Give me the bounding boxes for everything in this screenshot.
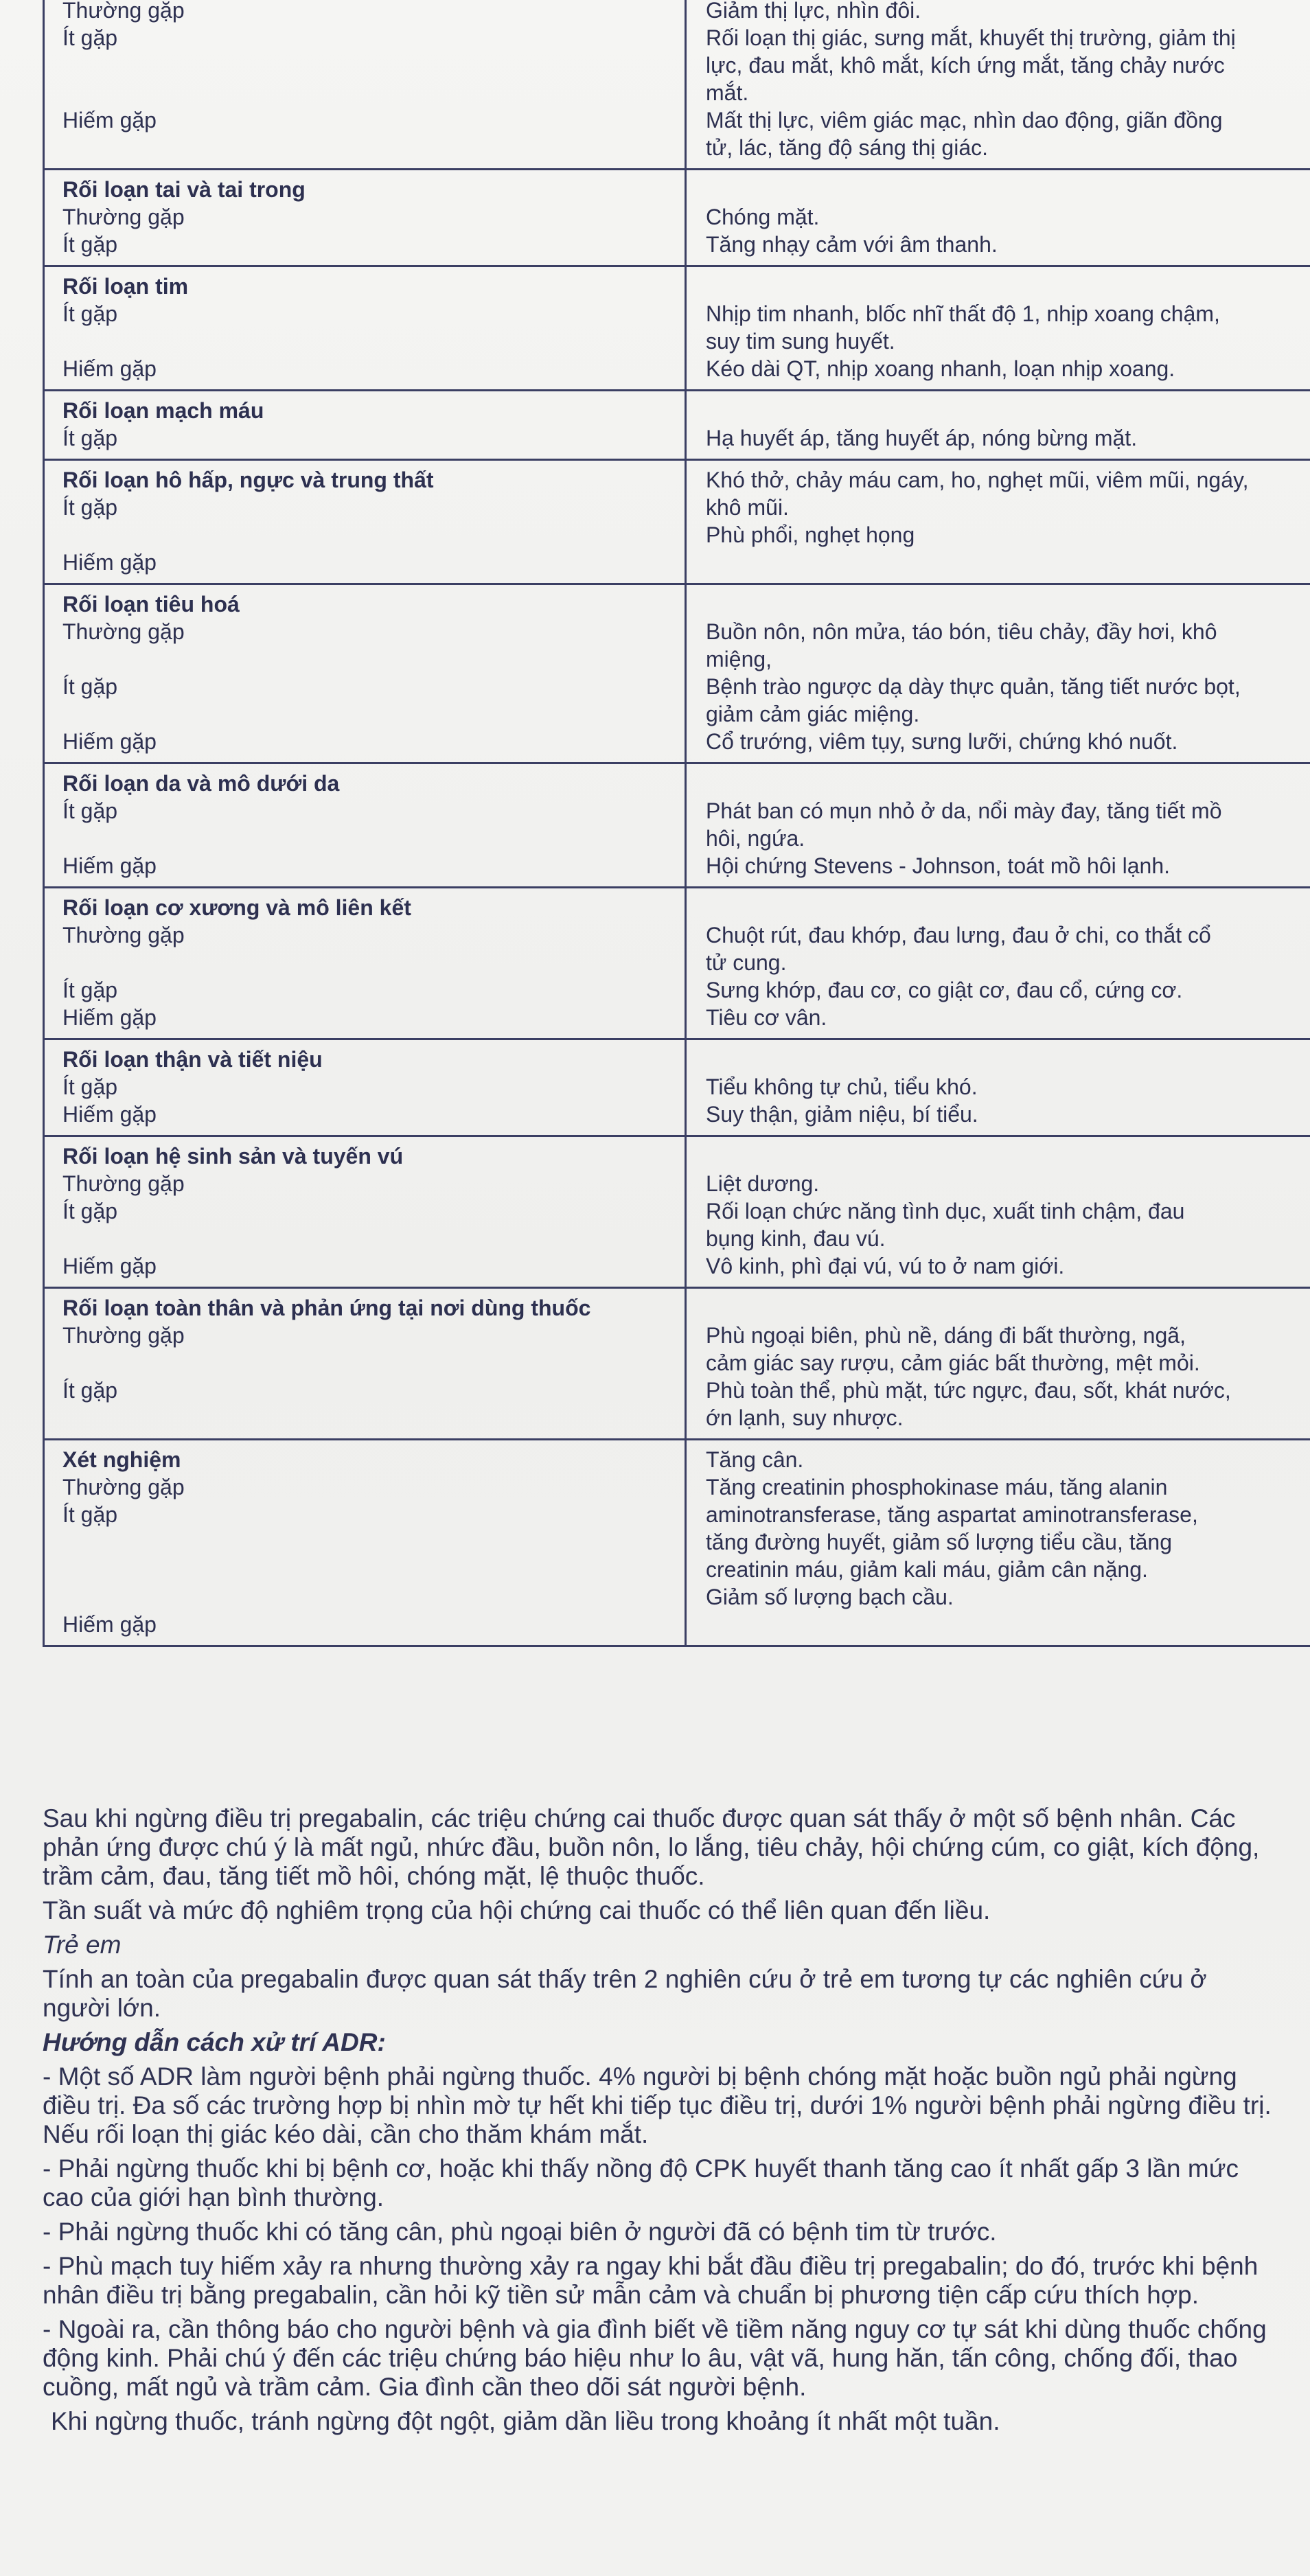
frequency-label: [62, 79, 667, 106]
frequency-label: Ít gặp: [62, 1502, 118, 1527]
category-cell: [44, 584, 686, 763]
table-row: [44, 1039, 1310, 1136]
category-cell: [44, 1288, 686, 1440]
reaction-cell: [686, 1440, 1310, 1646]
frequency-label: Ít gặp: [62, 495, 118, 520]
table-row: [44, 170, 1310, 266]
reaction-text: Giảm thị lực, nhìn đôi.: [706, 0, 921, 23]
frequency-label: Hiếm gặp: [62, 1612, 157, 1637]
table-row: [44, 460, 1310, 584]
frequency-label: Hiếm gặp: [62, 729, 157, 754]
category-title: Rối loạn tim: [62, 274, 189, 299]
frequency-label: Hiếm gặp: [62, 1102, 157, 1127]
frequency-label: Ít gặp: [62, 426, 118, 450]
reaction-text: Tăng nhạy cảm với âm thanh.: [706, 232, 998, 257]
reaction-text: hôi, ngứa.: [706, 826, 805, 851]
adr-table: [43, 0, 1310, 1647]
frequency-label: Thường gặp: [62, 923, 185, 947]
frequency-label: Ít gặp: [62, 25, 118, 50]
reaction-text: Phát ban có mụn nhỏ ở da, nổi mày đay, tăng tiết mồ: [706, 798, 1222, 823]
table-row: [44, 266, 1310, 391]
reaction-cell: [686, 1136, 1310, 1288]
category-title: Rối loạn cơ xương và mô liên kết: [62, 895, 411, 920]
frequency-label: Ít gặp: [62, 1199, 118, 1223]
bullet-angioedema: - Phù mạch tuy hiếm xảy ra nhưng thường xảy ra ngay khi bắt đầu điều trị pregabalin; do đó, trước khi bệnh nhân điều trị bằng pregabalin, cần hỏi kỹ tiền sử mẫn cảm và chuẩn bị phương tiện cấp cứu thích hợp.: [43, 2252, 1259, 2309]
category-cell: [44, 1136, 686, 1288]
reaction-text: bụng kinh, đau vú.: [706, 1226, 886, 1251]
category-cell: [44, 888, 686, 1039]
reaction-text: [706, 590, 1310, 618]
category-title: Rối loạn mạch máu: [62, 398, 264, 423]
table-row: [44, 584, 1310, 763]
bullet-suicide-risk: - Ngoài ra, cần thông báo cho người bệnh và gia đình biết về tiềm năng nguy cơ tự sát khi dùng thuốc chống động kinh. Phải chú ý đến các triệu chứng báo hiệu như lo âu, vật vã, hung hăn, tấn công, chống đối, thao cuồng, mất ngủ và trầm cảm. Gia đình cần theo dõi sát người bệnh.: [43, 2315, 1267, 2401]
reaction-text: khô mũi.: [706, 495, 789, 520]
frequency-label: Thường gặp: [62, 1475, 185, 1499]
frequency-label: Hiếm gặp: [62, 1254, 157, 1278]
reaction-text: creatinin máu, giảm kali máu, giảm cân nặng.: [706, 1557, 1148, 1582]
category-cell: [44, 763, 686, 888]
reaction-text: lực, đau mắt, khô mắt, kích ứng mắt, tăng chảy nước: [706, 53, 1225, 78]
paragraph-children: Tính an toàn của pregabalin được quan sát thấy trên 2 nghiên cứu ở trẻ em tương tự các nghiên cứu ở người lớn.: [43, 1965, 1207, 2022]
category-cell: [44, 1039, 686, 1136]
category-cell: [44, 391, 686, 460]
body-text: [43, 1804, 1272, 2441]
reaction-text: miệng,: [706, 647, 772, 671]
reaction-text: Tăng creatinin phosphokinase máu, tăng alanin: [706, 1475, 1168, 1499]
reaction-text: Hạ huyết áp, tăng huyết áp, nóng bừng mặt.: [706, 426, 1138, 450]
reaction-text: [706, 1294, 1310, 1322]
heading-adr-management: Hướng dẫn cách xử trí ADR:: [43, 2028, 386, 2056]
paragraph-taper: Khi ngừng thuốc, tránh ngừng đột ngột, giảm dần liều trong khoảng ít nhất một tuần.: [51, 2407, 1000, 2435]
category-cell: [44, 460, 686, 584]
frequency-label: Hiếm gặp: [62, 853, 157, 878]
category-title: Rối loạn hô hấp, ngực và trung thất: [62, 468, 434, 492]
table-row: [44, 888, 1310, 1039]
category-cell: [44, 1440, 686, 1646]
reaction-text: tử cung.: [706, 950, 787, 975]
reaction-text: Tiểu không tự chủ, tiểu khó.: [706, 1074, 978, 1099]
reaction-text: Tiêu cơ vân.: [706, 1005, 827, 1030]
reaction-text: Chuột rút, đau khớp, đau lưng, đau ở chi, co thắt cổ: [706, 923, 1211, 947]
reaction-text: Rối loạn thị giác, sưng mắt, khuyết thị trường, giảm thị: [706, 25, 1236, 50]
category-cell: [44, 0, 686, 170]
frequency-label: Hiếm gặp: [62, 356, 157, 381]
bullet-stop-drug: - Một số ADR làm người bệnh phải ngừng thuốc. 4% người bị bệnh chóng mặt hoặc buồn ngủ phải ngừng điều trị. Đa số các trường hợp bị nhìn mờ tự hết khi tiếp tục điều trị, dưới 1% người bệnh phải ngừng điều trị. Nếu rối loạn thị giác kéo dài, cần cho thăm khám mắt.: [43, 2062, 1272, 2148]
reaction-cell: [686, 460, 1310, 584]
frequency-label: [62, 1556, 667, 1583]
reaction-text: Bệnh trào ngược dạ dày thực quản, tăng tiết nước bọt,: [706, 674, 1241, 699]
reaction-text: [706, 176, 1310, 203]
frequency-label: Hiếm gặp: [62, 1005, 157, 1030]
category-title: Rối loạn da và mô dưới da: [62, 771, 340, 796]
reaction-text: giảm cảm giác miệng.: [706, 702, 920, 726]
reaction-text: [706, 273, 1310, 300]
frequency-label: Ít gặp: [62, 978, 118, 1002]
reaction-text: Rối loạn chức năng tình dục, xuất tinh chậm, đau: [706, 1199, 1185, 1223]
table-row: [44, 1288, 1310, 1440]
frequency-label: Thường gặp: [62, 1323, 185, 1348]
frequency-label: Ít gặp: [62, 798, 118, 823]
category-title: Rối loạn hệ sinh sản và tuyến vú: [62, 1144, 404, 1169]
reaction-cell: [686, 391, 1310, 460]
reaction-text: aminotransferase, tăng aspartat aminotransferase,: [706, 1502, 1198, 1527]
reaction-text: tăng đường huyết, giảm số lượng tiểu cầu, tăng: [706, 1530, 1172, 1554]
reaction-text: Chóng mặt.: [706, 205, 820, 229]
reaction-text: Nhịp tim nhanh, blốc nhĩ thất độ 1, nhịp xoang chậm,: [706, 301, 1220, 326]
reaction-cell: [686, 1039, 1310, 1136]
frequency-label: [62, 1225, 667, 1252]
table-row: [44, 0, 1310, 170]
frequency-label: Ít gặp: [62, 1074, 118, 1099]
category-title: Rối loạn tiêu hoá: [62, 592, 240, 617]
reaction-text: Phù phổi, nghẹt họng: [706, 522, 915, 547]
reaction-text: Sưng khớp, đau cơ, co giật cơ, đau cổ, cứng cơ.: [706, 978, 1183, 1002]
reaction-text: Buồn nôn, nôn mửa, táo bón, tiêu chảy, đầy hơi, khô: [706, 619, 1217, 644]
frequency-label: [62, 51, 667, 79]
frequency-label: Thường gặp: [62, 205, 185, 229]
category-title: Xét nghiệm: [62, 1447, 181, 1472]
category-title: Rối loạn tai và tai trong: [62, 177, 306, 202]
reaction-text: Suy thận, giảm niệu, bí tiểu.: [706, 1102, 978, 1127]
table-row: [44, 391, 1310, 460]
frequency-label: [62, 645, 667, 673]
reaction-text: mắt.: [706, 80, 749, 105]
reaction-text: [706, 397, 1310, 424]
reaction-cell: [686, 266, 1310, 391]
reaction-cell: [686, 170, 1310, 266]
reaction-text: [706, 894, 1310, 921]
reaction-text: Liệt dương.: [706, 1171, 820, 1196]
category-cell: [44, 170, 686, 266]
reaction-text: tử, lác, tăng độ sáng thị giác.: [706, 135, 988, 160]
reaction-cell: [686, 0, 1310, 170]
frequency-label: Ít gặp: [62, 1378, 118, 1403]
table-row: [44, 763, 1310, 888]
table-row: [44, 1136, 1310, 1288]
frequency-label: [62, 327, 667, 355]
table-row: [44, 1440, 1310, 1646]
bullet-cpk: - Phải ngừng thuốc khi bị bệnh cơ, hoặc khi thấy nồng độ CPK huyết thanh tăng cao ít nhất gấp 3 lần mức cao của giới hạn bình thường.: [43, 2154, 1239, 2211]
frequency-label: [62, 949, 667, 976]
frequency-label: [62, 1528, 667, 1556]
reaction-text: Giảm số lượng bạch cầu.: [706, 1585, 954, 1609]
reaction-cell: [686, 1288, 1310, 1440]
frequency-label: [62, 700, 667, 728]
category-title: Rối loạn thận và tiết niệu: [62, 1047, 323, 1072]
reaction-text: Mất thị lực, viêm giác mạc, nhìn dao động, giãn đồng: [706, 108, 1223, 133]
reaction-text: Tăng cân.: [706, 1447, 804, 1472]
reaction-text: Kéo dài QT, nhịp xoang nhanh, loạn nhịp xoang.: [706, 356, 1175, 381]
frequency-label: Ít gặp: [62, 301, 118, 326]
reaction-text: suy tim sung huyết.: [706, 329, 895, 354]
frequency-label: Hiếm gặp: [62, 550, 157, 575]
frequency-label: Ít gặp: [62, 674, 118, 699]
frequency-label: Thường gặp: [62, 1171, 185, 1196]
bullet-weight-gain: - Phải ngừng thuốc khi có tăng cân, phù ngoại biên ở người đã có bệnh tim từ trước.: [43, 2218, 997, 2246]
frequency-label: [62, 521, 667, 549]
reaction-text: [706, 1142, 1310, 1170]
reaction-text: [706, 770, 1310, 797]
subheading-children: Trẻ em: [43, 1931, 122, 1959]
category-cell: [44, 266, 686, 391]
category-title: Rối loạn toàn thân và phản ứng tại nơi dùng thuốc: [62, 1296, 591, 1320]
reaction-text: Cổ trướng, viêm tụy, sưng lưỡi, chứng khó nuốt.: [706, 729, 1178, 754]
reaction-text: ớn lạnh, suy nhược.: [706, 1405, 904, 1430]
frequency-label: Ít gặp: [62, 232, 118, 257]
frequency-label: [62, 1583, 667, 1611]
reaction-text: Vô kinh, phì đại vú, vú to ở nam giới.: [706, 1254, 1065, 1278]
reaction-text: Hội chứng Stevens - Johnson, toát mồ hôi lạnh.: [706, 853, 1171, 878]
adr-table-body: [44, 0, 1310, 1646]
paragraph-dose-relation: Tần suất và mức độ nghiêm trọng của hội chứng cai thuốc có thể liên quan đến liều.: [43, 1896, 991, 1924]
reaction-text: Phù toàn thể, phù mặt, tức ngực, đau, sốt, khát nước,: [706, 1378, 1231, 1403]
reaction-text: [706, 1046, 1310, 1073]
reaction-cell: [686, 763, 1310, 888]
reaction-cell: [686, 584, 1310, 763]
frequency-label: Thường gặp: [62, 0, 185, 23]
reaction-text: Phù ngoại biên, phù nề, dáng đi bất thường, ngã,: [706, 1323, 1186, 1348]
reaction-text: cảm giác say rượu, cảm giác bất thường, mệt mỏi.: [706, 1350, 1200, 1375]
frequency-label: [62, 1349, 667, 1377]
reaction-text: Khó thở, chảy máu cam, ho, nghẹt mũi, viêm mũi, ngáy,: [706, 468, 1249, 492]
frequency-label: Hiếm gặp: [62, 108, 157, 133]
paragraph-withdrawal: Sau khi ngừng điều trị pregabalin, các triệu chứng cai thuốc được quan sát thấy ở một số bệnh nhân. Các phản ứng được chú ý là mất ngủ, nhức đầu, buồn nôn, lo lắng, tiêu chảy, hội chứng cúm, co giật, kích động, trầm cảm, đau, tăng tiết mồ hôi, chóng mặt, lệ thuộc thuốc.: [43, 1804, 1260, 1890]
frequency-label: Thường gặp: [62, 619, 185, 644]
frequency-label: [62, 825, 667, 852]
reaction-cell: [686, 888, 1310, 1039]
